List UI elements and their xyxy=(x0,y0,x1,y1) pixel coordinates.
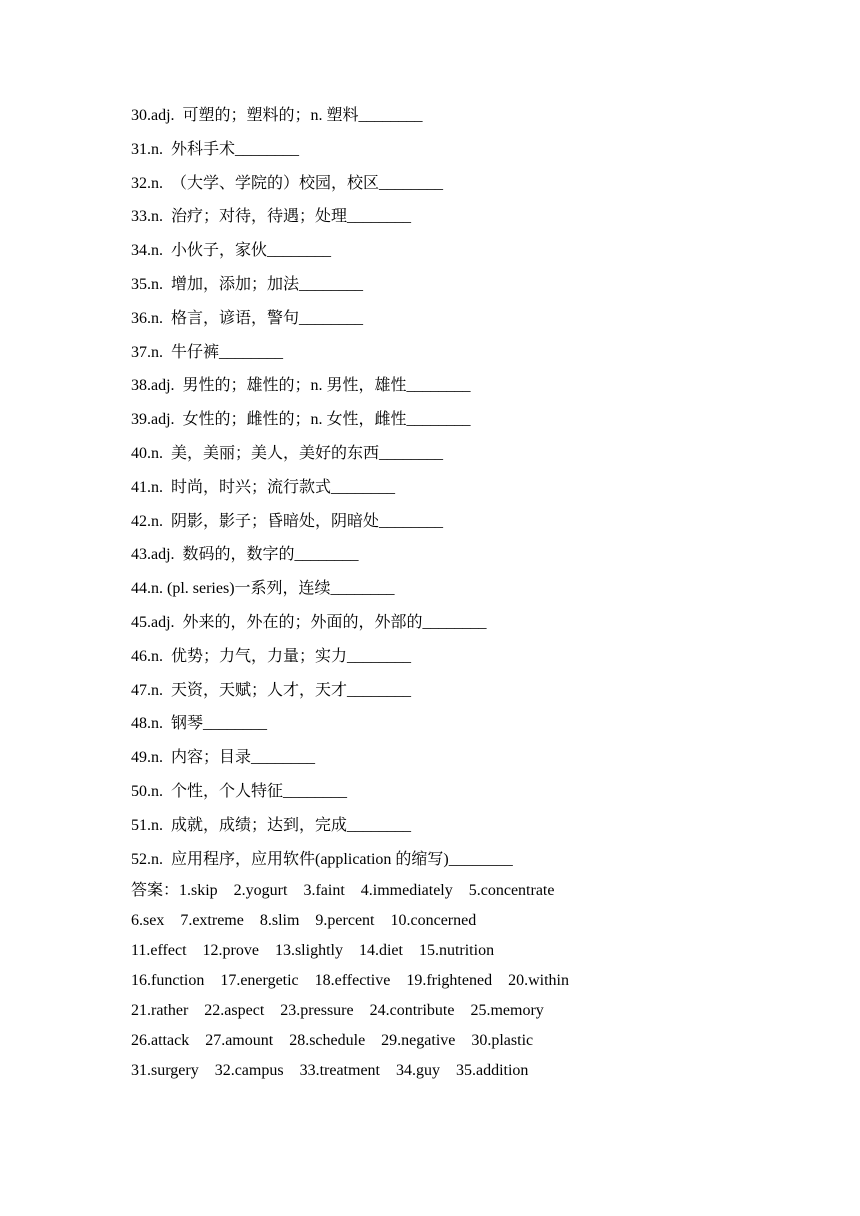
question-item: 51.n. 成就，成绩；达到，完成________ xyxy=(131,816,412,834)
answer-key xyxy=(131,878,569,1088)
answer-line: 31.surgery 32.campus 33.treatment 34.guy 35.addition xyxy=(131,1062,529,1079)
question-item: 48.n. 钢琴________ xyxy=(131,715,268,733)
question-item: 43.adj. 数码的，数字的________ xyxy=(131,546,359,564)
question-item: 30.adj. 可塑的；塑料的；n. 塑料________ xyxy=(131,107,423,124)
question-item: 47.n. 天资，天赋；人才，天才________ xyxy=(131,681,412,699)
question-item: 34.n. 小伙子，家伙________ xyxy=(131,242,332,260)
answer-line: 16.function 17.energetic 18.effective 19.frightened 20.within xyxy=(131,972,569,989)
answer-line: 11.effect 12.prove 13.slightly 14.diet 15.nutrition xyxy=(131,942,495,959)
question-item: 46.n. 优势；力气，力量；实力________ xyxy=(131,647,412,665)
answer-line: 21.rather 22.aspect 23.pressure 24.contribute 25.memory xyxy=(131,1002,544,1019)
vocabulary-question-list xyxy=(131,101,513,878)
question-item: 35.n. 增加，添加；加法________ xyxy=(131,275,364,293)
question-item: 44.n. (pl. series)一系列，连续________ xyxy=(131,580,395,598)
question-item: 50.n. 个性，个人特征________ xyxy=(131,782,348,800)
question-item: 31.n. 外科手术________ xyxy=(131,140,300,158)
question-item: 49.n. 内容；目录________ xyxy=(131,749,316,767)
question-item: 42.n. 阴影，影子；昏暗处，阴暗处________ xyxy=(131,512,444,530)
question-item: 41.n. 时尚，时兴；流行款式________ xyxy=(131,478,396,496)
answer-line: 答案：1.skip 2.yogurt 3.faint 4.immediately 5.concentrate xyxy=(131,882,555,899)
question-item: 33.n. 治疗；对待，待遇；处理________ xyxy=(131,208,412,226)
question-item: 40.n. 美，美丽；美人，美好的东西________ xyxy=(131,444,444,462)
answer-line: 26.attack 27.amount 28.schedule 29.negative 30.plastic xyxy=(131,1032,534,1049)
answer-line: 6.sex 7.extreme 8.slim 9.percent 10.concerned xyxy=(131,912,477,929)
question-item: 37.n. 牛仔裤________ xyxy=(131,343,284,361)
question-item: 32.n. （大学、学院的）校园，校区________ xyxy=(131,174,444,192)
question-item: 45.adj. 外来的，外在的；外面的，外部的________ xyxy=(131,613,487,631)
question-item: 38.adj. 男性的；雄性的；n. 男性，雄性________ xyxy=(131,377,471,395)
question-item: 39.adj. 女性的；雌性的；n. 女性，雌性________ xyxy=(131,411,471,429)
question-item: 52.n. 应用程序，应用软件(application 的缩写)________ xyxy=(131,850,513,868)
question-item: 36.n. 格言，谚语，警句________ xyxy=(131,309,364,327)
